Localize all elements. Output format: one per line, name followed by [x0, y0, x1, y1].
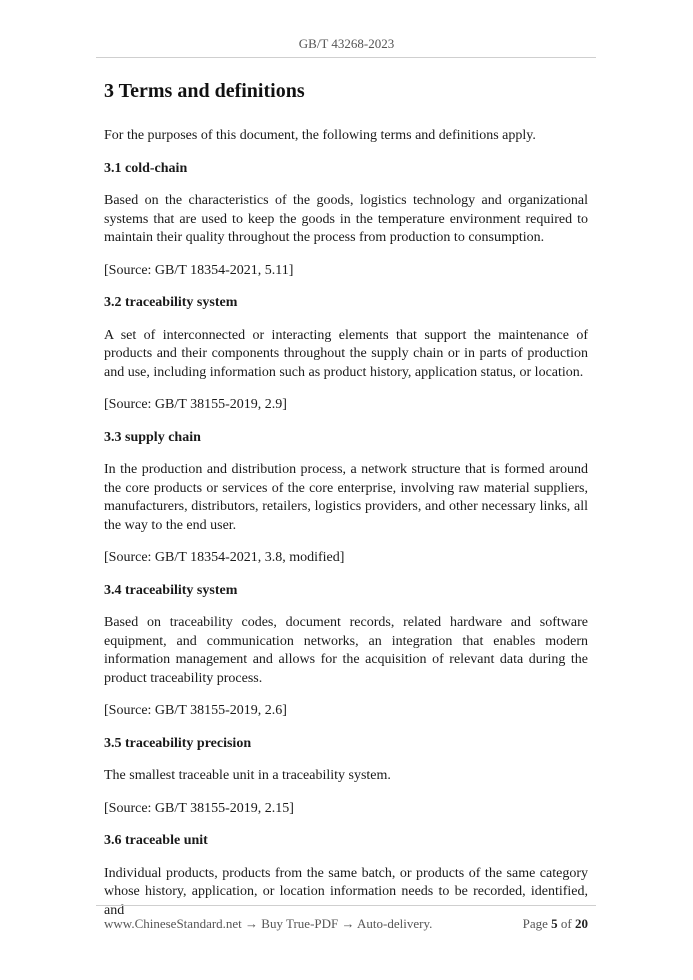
- term-title: 3.1 cold-chain: [104, 160, 188, 176]
- page-content: [104, 80, 588, 934]
- page-label: Page: [522, 916, 548, 931]
- of-label: of: [560, 916, 572, 931]
- section-heading: 3 Terms and definitions: [104, 80, 305, 102]
- term-title: 3.5 traceability precision: [104, 735, 252, 751]
- arrow-right-icon: →: [245, 916, 259, 931]
- term-definition: A set of interconnected or interacting elements that support the maintenance of products and their components throughout the supply chain or in parts of production and use, including information such as product history, application status, or location.: [104, 327, 588, 380]
- footer-links: [104, 916, 432, 932]
- site-link[interactable]: www.ChineseStandard.net: [104, 916, 242, 931]
- page-number: 5: [551, 916, 558, 931]
- term-title: 3.4 traceability system: [104, 582, 238, 598]
- header-divider: [96, 57, 596, 58]
- term-source: [Source: GB/T 38155-2019, 2.9]: [104, 397, 287, 412]
- document-header: GB/T 43268-2023: [298, 36, 395, 51]
- delivery-text: Auto-delivery.: [357, 916, 433, 931]
- term-definition: In the production and distribution process, a network structure that is formed around the core products or services of the core enterprise, involving raw material suppliers, manufacturers, distributors, retailers, logistics providers, and other necessary links, all the way to the end user.: [104, 462, 588, 533]
- buy-pdf-link[interactable]: Buy True-PDF: [261, 916, 339, 931]
- footer-divider: [96, 905, 596, 906]
- term-title: 3.2 traceability system: [104, 295, 238, 310]
- term-source: [Source: GB/T 38155-2019, 2.15]: [104, 800, 294, 816]
- arrow-right-icon: →: [341, 916, 355, 931]
- term-title: 3.6 traceable unit: [104, 833, 208, 848]
- term-definition: Individual products, products from the same batch, or products of the same category whose history, application, or location information needs to be recorded, identified, and: [104, 865, 588, 918]
- term-source: [Source: GB/T 18354-2021, 5.11]: [104, 262, 294, 278]
- term-definition: Based on traceability codes, document records, related hardware and software equipment, and communication networks, an integration that enables modern information management and allows for the acquisition of relevant data during the product traceability process.: [104, 615, 588, 686]
- section-intro: For the purposes of this document, the following terms and definitions apply.: [104, 128, 536, 143]
- term-definition: Based on the characteristics of the goods, logistics technology and organizational systems that are used to keep the goods in the temperature environment required to maintain their quality throughout the process from production to consumption.: [104, 193, 588, 245]
- total-pages: 20: [575, 916, 588, 931]
- term-source: [Source: GB/T 38155-2019, 2.6]: [104, 703, 287, 718]
- term-title: 3.3 supply chain: [104, 429, 201, 445]
- term-source: [Source: GB/T 18354-2021, 3.8, modified]: [104, 550, 345, 565]
- page-indicator: [523, 916, 588, 932]
- term-definition: The smallest traceable unit in a traceability system.: [104, 768, 391, 783]
